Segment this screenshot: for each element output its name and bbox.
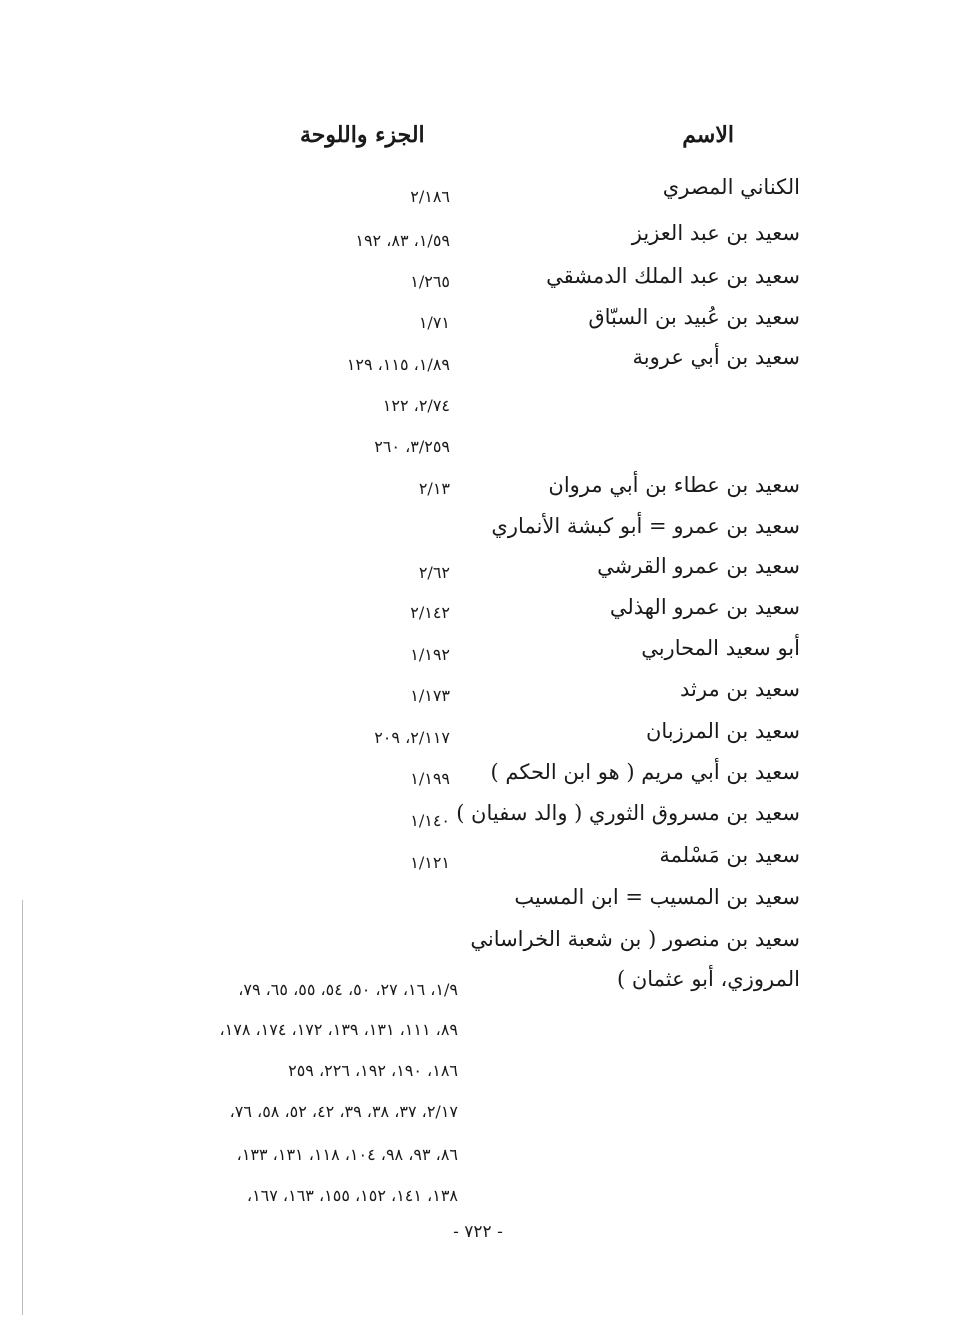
entry-ref: ٨٩، ١١١، ١٣١، ١٣٩، ١٧٢، ١٧٤، ١٧٨، <box>219 1020 458 1039</box>
entry-ref: ١/٧١ <box>418 313 450 332</box>
page-number: - ٧٢٢ - <box>453 1222 503 1242</box>
entry-ref: ٢/١٨٦ <box>410 187 450 206</box>
entry-name: سعيد بن المرزبان <box>645 719 800 743</box>
entry-ref: ١/١٩٢ <box>410 645 450 664</box>
entry-ref: ١/١٩٩ <box>410 769 450 788</box>
margin-rule <box>22 900 23 1315</box>
entry-ref: ١/٥٩، ٨٣، ١٩٢ <box>355 231 450 250</box>
entry-name: أبو سعيد المحاربي <box>641 636 800 660</box>
entry-ref: ١/١٧٣ <box>410 686 450 705</box>
entry-ref: ١/٩، ١٦، ٢٧، ٥٠، ٥٤، ٥٥، ٦٥، ٧٩، <box>238 980 458 999</box>
entry-ref: ٢/١١٧، ٢٠٩ <box>374 728 450 747</box>
entry-ref: ١/١٢١ <box>410 853 450 872</box>
entry-ref: ٢/١٤٢ <box>410 603 450 622</box>
entry-name: سعيد بن منصور ( بن شعبة الخراساني <box>470 927 800 951</box>
entry-ref: ١/٢٦٥ <box>410 272 450 291</box>
entry-ref: ٣/٢٥٩، ٢٦٠ <box>374 437 450 456</box>
entry-name: سعيد بن مرثد <box>680 677 800 701</box>
entry-name: سعيد بن عمرو القرشي <box>597 554 800 578</box>
entry-ref: ٢/٦٢ <box>418 563 450 582</box>
entry-name: المروزي، أبو عثمان ) <box>616 967 800 991</box>
entry-name: سعيد بن مَسْلمة <box>659 843 800 867</box>
entry-ref: ٢/١٣ <box>418 479 450 498</box>
entry-name: سعيد بن عبد الملك الدمشقي <box>546 264 800 288</box>
entry-ref: ٢/٧٤، ١٢٢ <box>382 396 450 415</box>
entry-name: الكناني المصري <box>662 175 800 199</box>
entry-ref: ١/٨٩، ١١٥، ١٢٩ <box>346 355 450 374</box>
entry-ref: ٨٦، ٩٣، ٩٨، ١٠٤، ١١٨، ١٣١، ١٣٣، <box>236 1145 458 1164</box>
entry-name: سعيد بن مسروق الثوري ( والد سفيان ) <box>456 801 800 825</box>
entry-name: سعيد بن عمرو = أبو كبشة الأنماري <box>491 514 800 538</box>
entry-ref: ١٨٦، ١٩٠، ١٩٢، ٢٢٦، ٢٥٩ <box>288 1061 458 1080</box>
entry-name: سعيد بن عُبيد بن السبّاق <box>588 305 800 329</box>
entry-ref: ٢/١٧، ٣٧، ٣٨، ٣٩، ٤٢، ٥٢، ٥٨، ٧٦، <box>229 1102 458 1121</box>
header-name: الاسم <box>682 122 734 148</box>
entry-name: سعيد بن عطاء بن أبي مروان <box>548 473 800 497</box>
entry-name: سعيد بن عمرو الهذلي <box>609 595 800 619</box>
entry-ref: ١٣٨، ١٤١، ١٥٢، ١٥٥، ١٦٣، ١٦٧، <box>246 1186 458 1205</box>
header-ref: الجزء واللوحة <box>300 122 425 148</box>
entry-name: سعيد بن أبي عروبة <box>632 345 800 369</box>
entry-name: سعيد بن عبد العزيز <box>631 221 800 245</box>
entry-ref: ١/١٤٠ <box>410 811 450 830</box>
entry-name: سعيد بن أبي مريم ( هو ابن الحكم ) <box>490 760 800 784</box>
entry-name: سعيد بن المسيب = ابن المسيب <box>514 885 800 909</box>
